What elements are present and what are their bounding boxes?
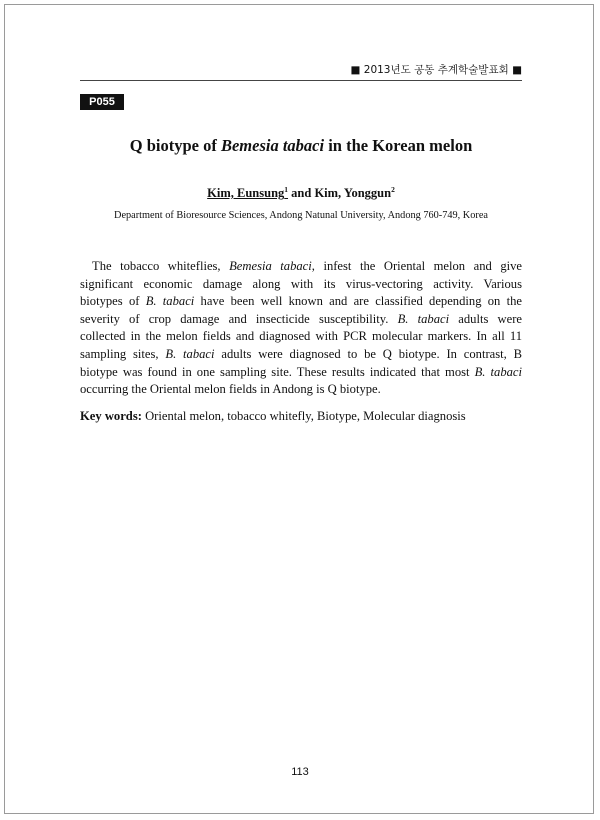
species-name: B. tabaci xyxy=(145,294,195,309)
species-name: Bemesia tabaci xyxy=(229,259,312,273)
affiliation: Department of Bioresource Sciences, Andong Natunal University, Andong 760-749, Korea xyxy=(114,210,488,221)
author-1-affiliation-mark: 1 xyxy=(284,185,289,194)
abstract-line: sampling sites, B. tabaci adults were diagnosed to be Q biotype. In contrast, B xyxy=(80,346,523,361)
author-1 xyxy=(207,186,288,200)
abstract-line: severity of crop damage and insecticide susceptibility. B. tabaci adults were xyxy=(80,311,522,326)
poster-id-badge: P055 xyxy=(80,94,124,110)
abstract-paragraph xyxy=(80,258,522,399)
running-header: ■ 2013년도 공동 추계학술발표회 ■ xyxy=(350,64,522,76)
author-2 xyxy=(314,186,394,200)
abstract-line: occurring the Oriental melon fields in Andong is Q biotype. xyxy=(80,382,381,397)
title-part-after: in the Korean melon xyxy=(324,136,473,155)
title-part-before: Q biotype of xyxy=(129,136,221,155)
species-name: B. tabaci xyxy=(397,311,450,326)
abstract-line: The tobacco whiteflies, Bemesia tabaci, infest the Oriental melon and give xyxy=(92,259,523,273)
page-number: 113 xyxy=(291,766,309,778)
author-1-name: Kim, Eunsung xyxy=(207,186,285,200)
keywords-text: Oriental melon, tobacco whitefly, Biotype, Molecular diagnosis xyxy=(141,409,466,423)
author-list xyxy=(60,186,542,201)
paper-title xyxy=(60,136,542,156)
abstract-line: biotypes of B. tabaci have been well known and are classified depending on the xyxy=(80,294,523,309)
abstract-line: biotype was found in one sampling site. These results indicated that most B. tabaci xyxy=(80,364,522,379)
title-species: Bemesia tabaci xyxy=(220,136,325,155)
header-rule xyxy=(80,80,522,81)
keywords xyxy=(80,409,522,424)
keywords-label: Key words: xyxy=(80,409,142,423)
author-joiner: and xyxy=(288,186,315,200)
abstract-line: significant economic damage along with its virus-vectoring activity. Various xyxy=(80,276,522,291)
author-2-name: Kim, Yonggun xyxy=(314,186,392,200)
author-2-affiliation-mark: 2 xyxy=(391,185,395,194)
species-name: B. tabaci xyxy=(165,346,215,361)
species-name: B. tabaci xyxy=(474,364,522,379)
abstract-line: collected in the melon fields and diagnosed with PCR molecular markers. In all 11 xyxy=(80,329,522,344)
